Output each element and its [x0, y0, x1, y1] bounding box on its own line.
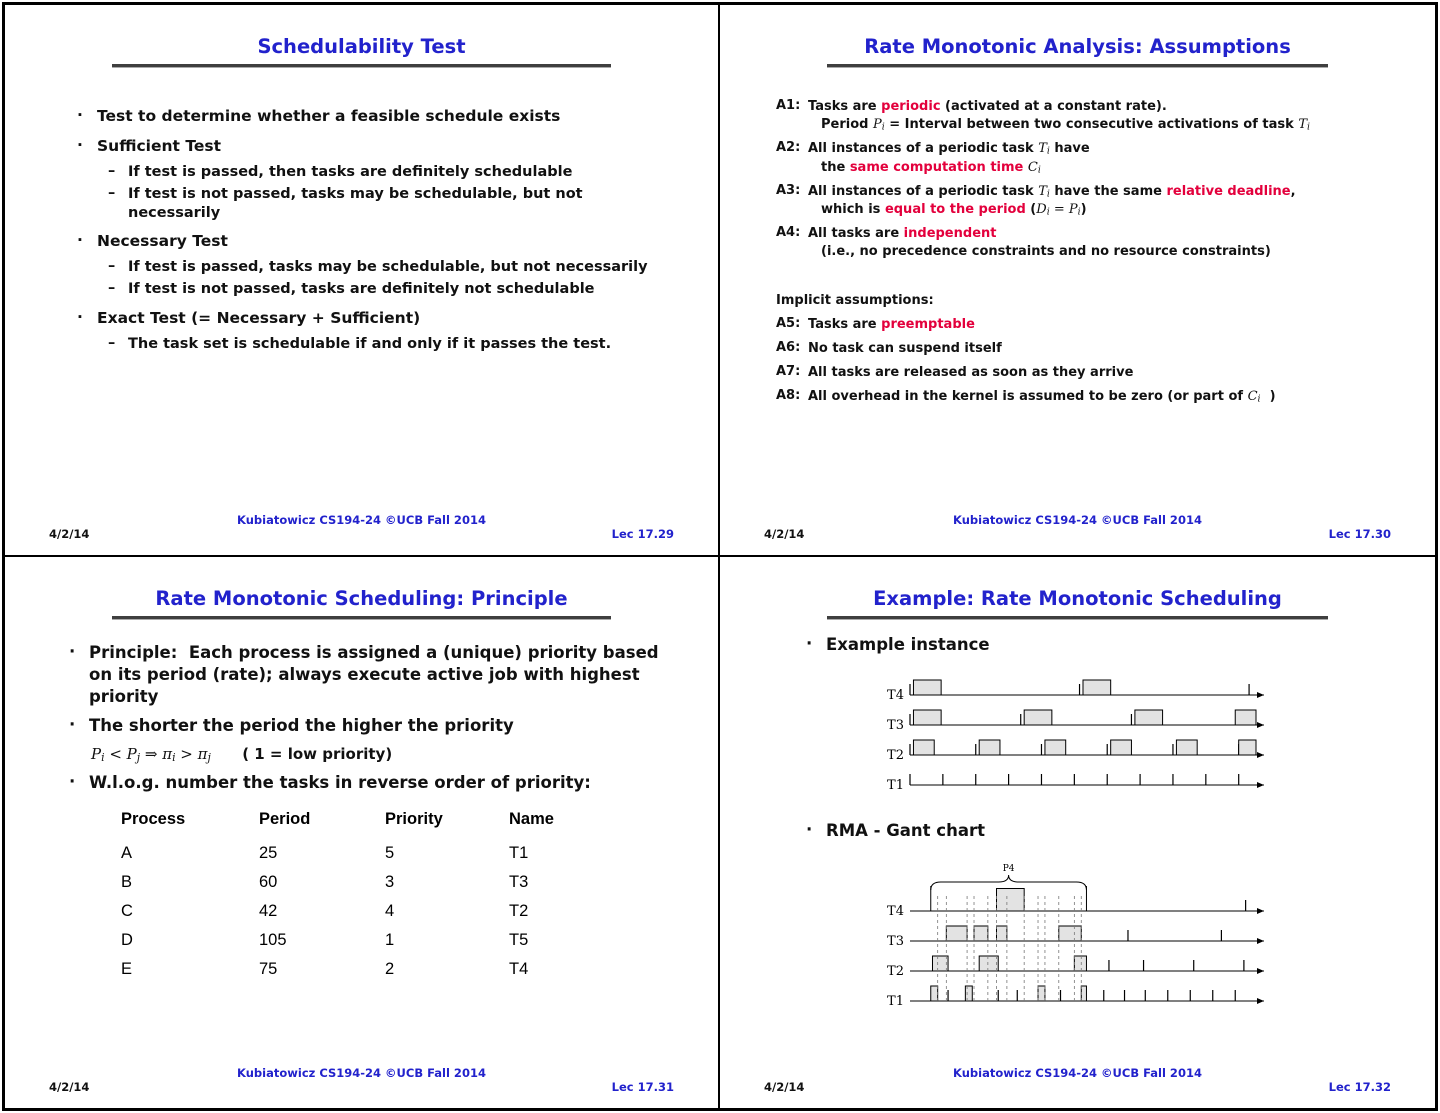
execution-block — [1024, 710, 1052, 725]
table-cell: E — [121, 960, 133, 979]
text-segment: , — [1290, 183, 1296, 199]
text-segment: ) — [1260, 389, 1276, 405]
column-header: Name — [509, 810, 554, 829]
column-header: Period — [259, 810, 311, 829]
text-segment: = — [1049, 201, 1069, 217]
text-segment: have the same — [1049, 183, 1167, 199]
table-cell: 60 — [259, 873, 278, 892]
text-segment: All tasks are — [808, 226, 904, 242]
text-segment: i — [1046, 146, 1050, 158]
bullet-text — [91, 744, 684, 766]
text-segment: i — [1046, 188, 1050, 200]
bullet-item — [69, 772, 684, 794]
formula-line — [91, 744, 684, 766]
text-segment: π — [197, 744, 208, 763]
bullet-item — [69, 642, 684, 709]
assumption-line — [776, 292, 1405, 310]
execution-block — [1111, 740, 1132, 755]
bullet-marker: · — [69, 641, 76, 661]
execution-block — [965, 986, 972, 1001]
arrowhead-icon — [1257, 752, 1264, 758]
assumption-label: A1: — [776, 98, 801, 113]
table-cell: 2 — [385, 960, 395, 979]
assumption-line — [808, 140, 1405, 158]
task-label: T3 — [887, 934, 904, 950]
bullet-marker: – — [108, 280, 116, 297]
slide-title: Rate Monotonic Scheduling: Principle — [155, 586, 568, 610]
assumption-item — [776, 183, 1405, 219]
footer-course: Kubiatowicz CS194-24 ©UCB Fall 2014 — [237, 512, 486, 527]
task-label: T1 — [887, 777, 904, 793]
arrowhead-icon — [1257, 908, 1264, 914]
bullet-item — [77, 136, 676, 157]
task-label: T4 — [887, 904, 904, 920]
footer-lecture-number: Lec 17.29 — [611, 526, 674, 541]
execution-block — [913, 710, 941, 725]
bullet-list — [77, 106, 676, 354]
text-segment: P — [872, 117, 882, 133]
slide-footer — [764, 512, 1391, 541]
assumption-label: A6: — [776, 339, 801, 355]
text-segment: i — [1037, 164, 1041, 176]
table-row — [121, 926, 599, 955]
table-cell: 42 — [259, 902, 278, 921]
assumption-item — [776, 140, 1405, 176]
text-segment: i — [881, 121, 885, 133]
assumption-line — [821, 243, 1405, 261]
table-row — [121, 868, 599, 897]
text-segment: ) — [1080, 201, 1087, 217]
text-segment: same computation time — [849, 159, 1024, 175]
execution-block — [1074, 956, 1086, 971]
execution-block — [913, 740, 934, 755]
bullet-item — [108, 280, 676, 299]
text-segment: Exact Test (= Necessary + Sufficient) — [97, 308, 421, 327]
text-segment: Implicit assumptions: — [776, 292, 934, 308]
text-segment: i — [172, 750, 176, 764]
task-label: T2 — [887, 747, 904, 763]
execution-block — [946, 926, 967, 941]
execution-block — [1045, 740, 1066, 755]
bullet-item — [806, 820, 1411, 842]
period-brace — [931, 875, 1087, 890]
footer-lecture-number: Lec 17.30 — [1328, 526, 1391, 541]
table-cell: T2 — [509, 902, 529, 921]
table-header-row — [121, 808, 599, 839]
text-segment: C — [1247, 389, 1258, 405]
table-cell: T3 — [509, 873, 529, 892]
assumption-list — [776, 98, 1405, 406]
table-cell: B — [121, 873, 133, 892]
assumption-item — [776, 364, 1405, 382]
table-row — [121, 897, 599, 926]
text-segment: j — [136, 750, 141, 764]
priority-table — [121, 808, 599, 984]
bullet-list — [806, 634, 1411, 1019]
text-segment: Test to determine whether a feasible schedule exists — [97, 107, 561, 125]
text-segment: = Interval between two consecutive activations of task — [884, 117, 1299, 133]
assumption-item — [776, 292, 1405, 310]
execution-block — [1081, 986, 1086, 1001]
assumption-line — [821, 201, 1405, 219]
slide-title: Example: Rate Monotonic Scheduling — [873, 586, 1282, 610]
column-header: Process — [121, 810, 186, 829]
slide-rms-example — [720, 557, 1435, 1109]
text-segment: All overhead in the kernel is assumed to be zero (or part of — [808, 389, 1248, 405]
text-segment: ⇒ — [140, 744, 163, 763]
table-cell: 4 — [385, 902, 395, 921]
text-segment: P — [91, 744, 102, 763]
footer-lecture-number: Lec 17.31 — [611, 1080, 674, 1094]
text-segment: relative deadline — [1166, 183, 1291, 199]
bullet-text: Example instance — [826, 634, 990, 654]
execution-block — [932, 956, 948, 971]
text-segment: i — [101, 750, 105, 764]
text-segment: No task can suspend itself — [808, 340, 1002, 356]
execution-block — [1135, 710, 1163, 725]
text-segment: P — [126, 744, 137, 763]
text-segment: T — [1038, 183, 1047, 199]
text-segment: ( 1 = low priority) — [210, 744, 393, 763]
timing-diagram-svg — [870, 848, 1270, 1014]
execution-block — [1239, 740, 1256, 755]
text-segment: Sufficient Test — [97, 136, 221, 155]
execution-block — [913, 680, 941, 695]
text-segment: periodic — [881, 99, 941, 114]
table-cell: 3 — [385, 873, 395, 892]
footer-date: 4/2/14 — [764, 1080, 805, 1094]
text-segment: Period — [821, 117, 873, 133]
arrowhead-icon — [1257, 938, 1264, 944]
table-cell: 75 — [259, 960, 278, 979]
bullet-text — [97, 106, 676, 127]
bullet-marker: · — [77, 106, 83, 124]
bullet-marker: · — [77, 307, 83, 326]
footer-course: Kubiatowicz CS194-24 ©UCB Fall 2014 — [953, 1066, 1202, 1080]
assumption-label: A5: — [776, 315, 801, 331]
bullet-marker: · — [77, 135, 83, 154]
bullet-marker: – — [108, 334, 116, 351]
task-label: T4 — [887, 687, 904, 703]
slide-footer — [764, 1066, 1391, 1094]
task-label: T2 — [887, 964, 904, 980]
task-label: T3 — [887, 717, 904, 733]
text-segment: ( — [1025, 201, 1037, 217]
bullet-text — [128, 280, 676, 299]
brace-label: P4 — [1002, 864, 1015, 875]
bullet-item — [108, 185, 676, 223]
text-segment: (activated at a constant rate). — [940, 99, 1167, 114]
footer-course: Kubiatowicz CS194-24 ©UCB Fall 2014 — [237, 1066, 486, 1080]
bullet-item — [77, 106, 676, 127]
bullet-marker: – — [108, 162, 116, 179]
table-cell: 25 — [259, 844, 278, 863]
text-segment: which is — [821, 201, 885, 217]
arrowhead-icon — [1257, 998, 1264, 1004]
text-segment: i — [1077, 206, 1081, 218]
text-segment: T — [1038, 141, 1047, 157]
assumption-label: A4: — [776, 225, 801, 241]
bullet-text — [89, 715, 684, 737]
text-segment: The shorter the period the higher the priority — [89, 716, 514, 736]
bullet-text — [128, 185, 676, 223]
arrowhead-icon — [1257, 782, 1264, 788]
table-cell: 5 — [385, 844, 395, 863]
example-instance-diagram — [870, 662, 1411, 802]
assumption-line — [808, 225, 1405, 243]
execution-block — [1083, 680, 1111, 695]
bullet-marker: · — [806, 819, 813, 839]
execution-block — [997, 889, 1025, 912]
assumption-label: A8: — [776, 388, 801, 404]
table-cell: T1 — [509, 844, 529, 863]
text-segment: All instances of a periodic task — [808, 141, 1039, 157]
text-segment: If test is not passed, tasks are definitely not schedulable — [128, 281, 595, 298]
bullet-item — [108, 335, 676, 354]
bullet-list — [69, 642, 684, 795]
bullet-item — [69, 715, 684, 737]
table-cell: T4 — [509, 960, 529, 979]
text-segment: i — [1306, 121, 1310, 133]
assumption-item — [776, 225, 1405, 261]
execution-block — [1235, 710, 1256, 725]
text-segment: P — [1068, 201, 1078, 217]
text-segment: If test is not passed, tasks may be schedulable, but not necessarily — [128, 185, 588, 221]
assumption-line — [808, 388, 1405, 406]
bullet-text: RMA - Gant chart — [826, 820, 985, 840]
text-segment: T — [1298, 117, 1307, 133]
assumption-line — [808, 364, 1405, 382]
slide-footer — [49, 512, 674, 541]
bullet-marker: · — [69, 772, 76, 792]
text-segment: W.l.o.g. number the tasks in reverse order of priority: — [89, 773, 591, 793]
text-segment: Tasks are — [808, 99, 882, 114]
text-segment: The task set is schedulable if and only if it passes the test. — [128, 335, 612, 352]
bullet-marker: · — [806, 633, 813, 653]
text-segment: All instances of a periodic task — [808, 183, 1039, 199]
bullet-text — [128, 258, 676, 277]
assumption-line — [808, 316, 1405, 334]
bullet-marker: · — [77, 231, 83, 250]
text-segment: i — [1046, 206, 1050, 218]
text-segment: have — [1049, 141, 1090, 157]
assumption-line — [808, 340, 1405, 358]
execution-block — [979, 740, 1000, 755]
assumption-line — [808, 183, 1405, 201]
title-underline — [112, 616, 611, 620]
column-header: Priority — [385, 810, 443, 829]
arrowhead-icon — [1257, 722, 1264, 728]
table-row — [121, 839, 599, 868]
bullet-item — [77, 308, 676, 329]
table-cell: 1 — [385, 931, 395, 950]
title-underline — [112, 64, 611, 68]
text-segment: If test is passed, then tasks are definitely schedulable — [128, 163, 573, 180]
slide-rma-assumptions — [720, 5, 1435, 557]
text-segment: C — [1027, 159, 1038, 175]
slide-title: Rate Monotonic Analysis: Assumptions — [864, 35, 1291, 58]
arrowhead-icon — [1257, 692, 1264, 698]
execution-block — [979, 956, 998, 971]
slide-rms-principle — [5, 557, 720, 1109]
bullet-item — [108, 163, 676, 182]
assumption-line — [821, 116, 1405, 134]
assumption-line — [808, 98, 1405, 116]
task-label: T1 — [887, 994, 904, 1010]
bullet-text — [128, 335, 676, 354]
footer-date: 4/2/14 — [764, 526, 805, 541]
bullet-marker: – — [108, 184, 116, 201]
text-segment: All tasks are released as soon as they arrive — [808, 365, 1134, 381]
table-cell: D — [121, 931, 133, 950]
text-segment: preemptable — [881, 316, 975, 332]
execution-block — [1038, 986, 1045, 1001]
footer-course: Kubiatowicz CS194-24 ©UCB Fall 2014 — [953, 512, 1202, 527]
text-segment: Principle: Each process is assigned a (unique) priority based on its period (rate); always execute active job with highest priority — [89, 642, 665, 707]
assumption-label: A3: — [776, 182, 801, 198]
execution-block — [997, 926, 1007, 941]
footer-date: 4/2/14 — [49, 1080, 90, 1094]
assumption-item — [776, 98, 1405, 134]
assumption-label: A7: — [776, 364, 801, 380]
bullet-text — [89, 772, 684, 794]
slide-footer — [49, 1066, 674, 1094]
bullet-text — [97, 136, 676, 157]
timing-diagram-svg — [870, 662, 1270, 798]
bullet-marker: · — [69, 715, 76, 735]
text-segment: independent — [903, 226, 997, 242]
title-underline — [827, 64, 1328, 68]
title-underline — [827, 616, 1328, 620]
execution-block — [1059, 926, 1081, 941]
text-segment: π — [162, 744, 173, 763]
bullet-item — [77, 231, 676, 252]
footer-lecture-number: Lec 17.32 — [1328, 1080, 1391, 1094]
arrowhead-icon — [1257, 968, 1264, 974]
table-row — [121, 955, 599, 984]
execution-block — [931, 986, 938, 1001]
assumption-line — [821, 159, 1405, 177]
text-segment: > — [175, 744, 198, 763]
four-up-slide-grid — [2, 2, 1438, 1111]
table-cell: 105 — [259, 931, 287, 950]
text-segment: equal to the period — [884, 201, 1026, 217]
text-segment: < — [104, 744, 127, 763]
footer-date: 4/2/14 — [49, 526, 90, 541]
assumption-item — [776, 388, 1405, 406]
bullet-item — [108, 258, 676, 277]
text-segment: Tasks are — [808, 316, 882, 332]
assumption-item — [776, 340, 1405, 358]
rma-gantt-chart — [870, 848, 1411, 1018]
slide-title: Schedulability Test — [257, 35, 466, 58]
text-segment: If test is passed, tasks may be schedulable, but not necessarily — [128, 259, 648, 276]
assumption-item — [776, 316, 1405, 334]
text-segment: D — [1036, 201, 1047, 217]
table-cell: A — [121, 844, 133, 863]
text-segment: Necessary Test — [97, 232, 228, 251]
slide-schedulability-test — [5, 5, 720, 557]
bullet-item — [806, 634, 1411, 656]
text-segment: j — [207, 750, 211, 764]
bullet-text — [89, 642, 684, 709]
table-cell: C — [121, 902, 133, 921]
text-segment: (i.e., no precedence constraints and no resource constraints) — [821, 244, 1271, 260]
bullet-text — [97, 308, 676, 329]
bullet-text — [97, 231, 676, 252]
execution-block — [1176, 740, 1197, 755]
execution-block — [974, 926, 988, 941]
text-segment: the — [821, 159, 850, 175]
assumption-label: A2: — [776, 140, 801, 156]
bullet-text — [128, 163, 676, 182]
text-segment: i — [1257, 393, 1261, 405]
bullet-marker: – — [108, 258, 116, 275]
table-cell: T5 — [509, 931, 529, 950]
